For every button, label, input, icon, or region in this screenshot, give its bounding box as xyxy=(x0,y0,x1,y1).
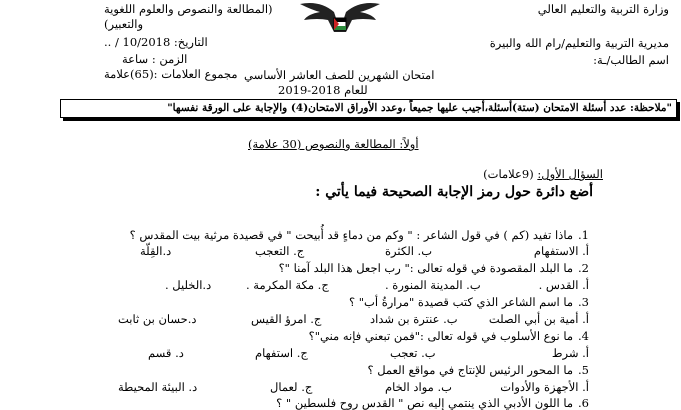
exam-date: التاريخ: 10/2018 / .. xyxy=(104,35,208,49)
q1-option-c[interactable]: ج. التعجب xyxy=(255,244,305,258)
q2-option-d[interactable]: د.الخليل . xyxy=(165,278,212,292)
exam-title: امتحان الشهرين للصف العاشر الأساسي xyxy=(244,68,435,82)
q1-option-a[interactable]: أ. الاستفهام xyxy=(533,244,589,258)
question-6-number: 6. xyxy=(578,396,589,410)
subject-line-1: (المطالعة والنصوص والعلوم اللغوية xyxy=(104,2,273,16)
question-3-text: ما اسم الشاعر الذي كتب قصيدة "مرارةُ أب" ؟ xyxy=(348,295,573,309)
question-5-number: 5. xyxy=(578,363,589,377)
q3-option-c[interactable]: ج. امرؤ القيس xyxy=(251,312,322,326)
exam-notice: "ملاحظة: عدد أسئلة الامتحان (ستة)أسئلة،أجيب عليها جميعاً ،وعدد الأوراق الامتحان(4) والإجابة على الورقة نفسها" xyxy=(60,99,677,118)
question-1-number: 1. xyxy=(578,228,589,242)
q1-option-b[interactable]: ب. الكثرة xyxy=(385,244,433,258)
q5-option-b[interactable]: ب. مواد الخام xyxy=(385,380,452,394)
subject-line-2: والتعبير) xyxy=(104,17,144,31)
q2-option-b[interactable]: ب. المدينة المنورة . xyxy=(385,278,481,292)
q2-option-a[interactable]: أ. القدس . xyxy=(538,278,589,292)
student-name-label: اسم الطالب/ـة: xyxy=(593,53,669,67)
q4-option-b[interactable]: ب. تعجب xyxy=(390,346,436,360)
q4-option-a[interactable]: أ. شرط xyxy=(551,346,589,360)
instruction: أضع دائرة حول رمز الإجابة الصحيحة فيما يأتي : xyxy=(315,184,593,200)
q1-option-d[interactable]: د.القِلّة xyxy=(140,244,172,258)
question-2-text: ما البلد المقصودة في قوله تعالى :" رب اجعل هذا البلد آمنا "؟ xyxy=(278,261,573,275)
q5-option-c[interactable]: ج. لعمال xyxy=(270,380,313,394)
q2-option-c[interactable]: ج. مكة المكرمة . xyxy=(246,278,329,292)
directorate-name: مديرية التربية والتعليم/رام الله والبيرة xyxy=(489,36,669,50)
section-title: أولاً: المطالعة والنصوص (30 علامة) xyxy=(248,137,419,151)
palestine-emblem xyxy=(290,0,390,34)
q5-option-a[interactable]: أ. الأجهزة والأدوات xyxy=(500,380,589,394)
question-4-number: 4. xyxy=(578,329,589,343)
q3-option-b[interactable]: ب. عنترة بن شداد xyxy=(370,312,458,326)
q3-option-a[interactable]: أ. أمية بن أبي الصلت xyxy=(488,312,589,326)
question-1-marks: (9علامات) xyxy=(483,167,534,181)
question-2-number: 2. xyxy=(578,261,589,275)
q5-option-d[interactable]: د. البيئة المحيطة xyxy=(118,380,198,394)
q3-option-d[interactable]: د.حسان بن ثابت xyxy=(118,312,197,326)
question-5-text: ما المحور الرئيس للإنتاج في مواقع العمل ؟ xyxy=(367,363,573,377)
q4-option-d[interactable]: د. قسم xyxy=(148,346,184,360)
total-marks: مجموع العلامات :(65)علامة xyxy=(104,67,238,81)
q4-option-c[interactable]: ج. استفهام xyxy=(255,346,308,360)
exam-duration: الزمن : ساعة xyxy=(122,52,188,66)
question-1-text: ماذا تفيد (كم ) في قول الشاعر : " وكم من دماءٍ قد أُبيحت " في قصيدة مرثية بيت المقدس ؟ xyxy=(129,228,573,242)
ministry-name: وزارة التربية والتعليم العالي xyxy=(537,2,669,16)
question-4-text: ما نوع الأسلوب في قوله تعالى :"فمن تبعني فإنه مني"؟ xyxy=(308,329,573,343)
question-3-number: 3. xyxy=(578,295,589,309)
question-1-label: السؤال الأول: xyxy=(537,167,603,181)
question-6-text: ما اللون الأدبي الذي ينتمي إليه نص " القدس روح فلسطين " ؟ xyxy=(276,396,573,410)
question-1-title xyxy=(483,167,603,181)
academic-year: للعام 2018-2019 xyxy=(278,83,368,97)
